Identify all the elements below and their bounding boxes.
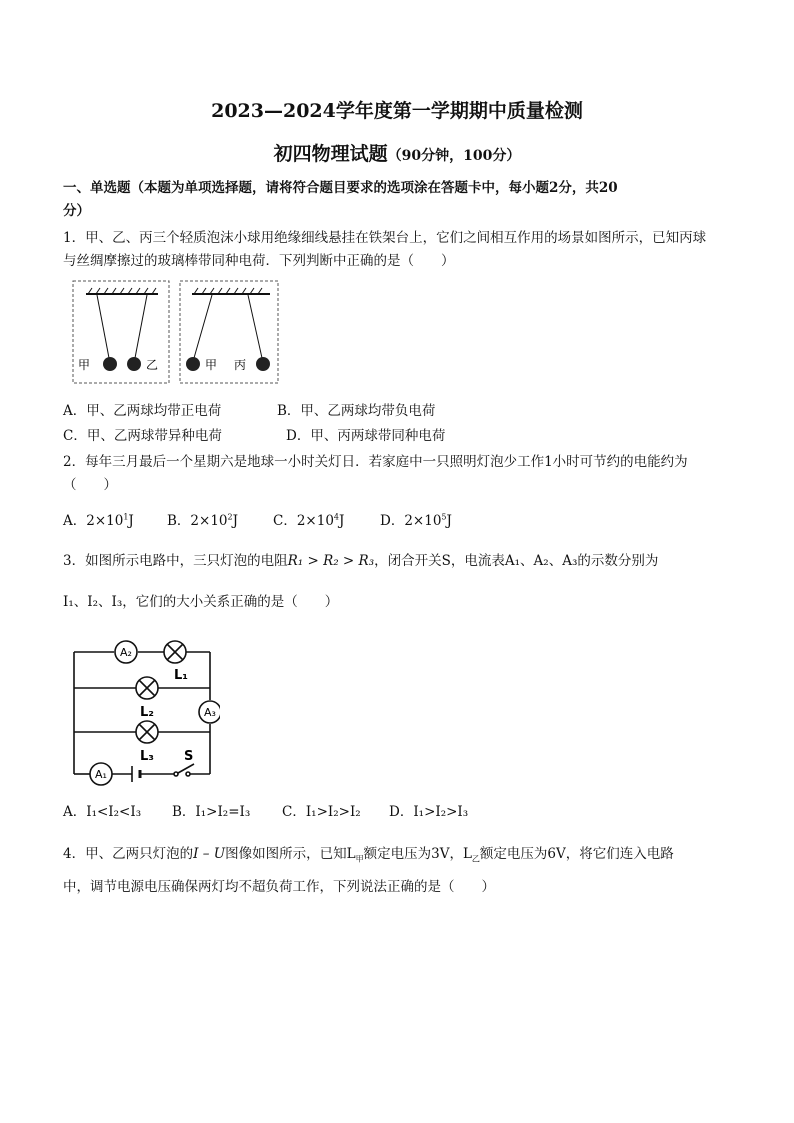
left-string-b (135, 295, 147, 358)
lamp-l3 (136, 721, 158, 743)
q1-option-b: B．甲、乙两球均带负电荷 (277, 403, 436, 419)
q3-stem-line1: 3．如图所示电路中，三只灯泡的电阻R₁ > R₂ > R₃，闭合开关S，电流表A₁、A₂、A₃的示数分别为 (63, 553, 659, 569)
q3-option-d: D．I₁>I₂>I₃ (389, 804, 469, 820)
left-string-a (97, 295, 109, 358)
q1-pendulum-figure (72, 280, 282, 386)
label-l2: L₂ (140, 705, 154, 720)
q3-option-b: B．I₁>I₂=I₃ (172, 804, 251, 820)
q3-option-a: A．I₁<I₂<I₃ (63, 804, 142, 820)
left-label-a: 甲 (78, 358, 91, 372)
ammeter-a3 (199, 701, 220, 723)
lamp-l2 (136, 677, 158, 699)
section1-heading-line2: 分） (63, 203, 90, 219)
q3-option-c: C．I₁>I₂>I₂ (282, 804, 361, 820)
q2-stem-line2: （ ） (63, 477, 117, 493)
right-label-b: 丙 (234, 358, 247, 372)
q4-stem-line2: 中，调节电源电压确保两灯均不超负荷工作，下列说法正确的是（ ） (63, 879, 495, 895)
q1-option-d: D．甲、丙两球带同种电荷 (286, 428, 446, 444)
label-s: S (184, 749, 194, 764)
right-string-b (248, 295, 262, 358)
q2-option-b: B．$2\times 10^2J$ (167, 512, 239, 529)
exam-subtitle (0, 139, 794, 166)
q1-stem-line2: 与丝绸摩擦过的玻璃棒带同种电荷．下列判断中正确的是（ ） (63, 253, 455, 269)
q2-option-a: A．$2\times 10^1J$ (63, 512, 134, 529)
svg-text:A₂: A₂ (120, 646, 132, 659)
left-ball-b (127, 357, 141, 371)
label-l3: L₃ (140, 749, 154, 764)
right-ball-b (256, 357, 270, 371)
label-l1: L₁ (174, 668, 188, 683)
q1-option-c: C．甲、乙两球带异种电荷 (63, 428, 222, 444)
left-label-b: 乙 (146, 358, 159, 372)
q4-stem-line1: 4．甲、乙两只灯泡的I – U图像如图所示，已知$L_甲$额定电压为3V，$L_乙$额定电压为6V，将它们连入电路 (63, 846, 674, 864)
q3-circuit-diagram (70, 636, 220, 788)
subject-title: 初四物理试题 (273, 143, 388, 165)
q2-option-c: C．$2\times 10^4J$ (273, 512, 345, 529)
q3-stem-line2: I₁、I₂、I₃，它们的大小关系正确的是（ ） (63, 594, 339, 610)
right-string-a (194, 295, 212, 358)
right-ball-a (186, 357, 200, 371)
q1-stem-line1: 1．甲、乙、丙三个轻质泡沫小球用绝缘细线悬挂在铁架台上，它们之间相互作用的场景如图所示，已知丙球 (63, 230, 707, 246)
battery (132, 766, 140, 782)
ammeter-a2 (115, 641, 137, 663)
resistance-relation: R₁ > R₂ > R₃ (287, 553, 375, 569)
right-label-a: 甲 (205, 358, 218, 372)
ammeter-a1 (90, 763, 112, 785)
q1-option-a: A．甲、乙两球均带正电荷 (63, 403, 222, 419)
svg-text:A₃: A₃ (204, 706, 216, 719)
left-ball-a (103, 357, 117, 371)
lamp-l1 (164, 641, 186, 663)
svg-text:A₁: A₁ (95, 768, 107, 781)
section1-heading-line1: 一、单选题（本题为单项选择题，请将符合题目要求的选项涂在答题卡中，每小题2分，共20 (63, 180, 618, 196)
duration-score-note: （90分钟，100分） (387, 148, 521, 164)
q2-stem-line1: 2．每年三月最后一个星期六是地球一小时关灯日．若家庭中一只照明灯泡少工作1小时可节约的电能约为 (63, 454, 688, 470)
q2-option-d: D．$2\times 10^5J$ (380, 512, 452, 529)
exam-title: 2023—2024学年度第一学期期中质量检测 (211, 100, 583, 122)
